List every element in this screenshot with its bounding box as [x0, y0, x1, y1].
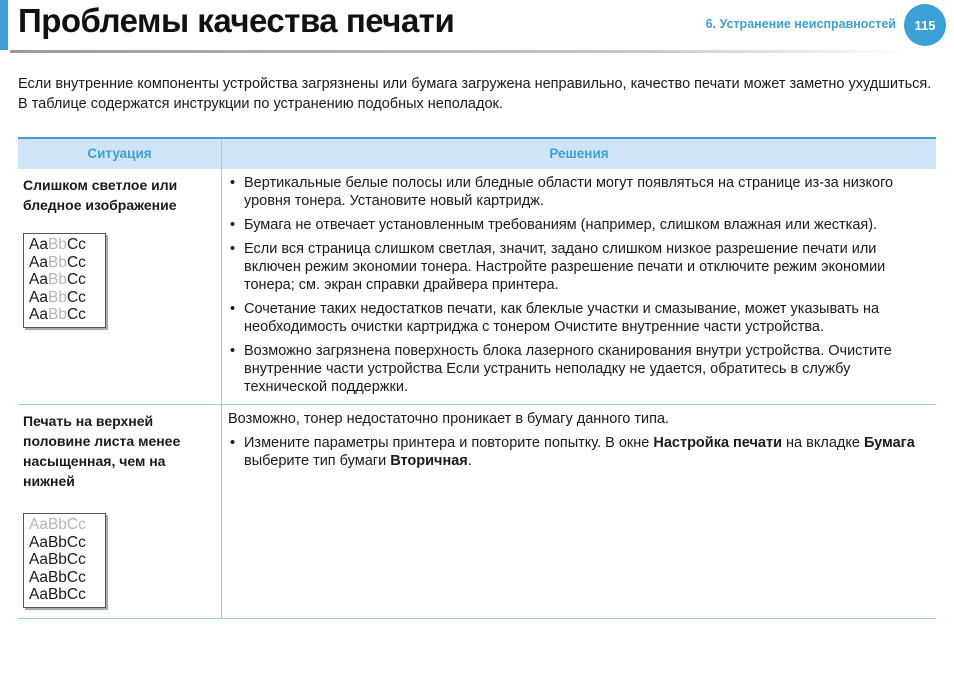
sample-line: AaBbCc	[29, 551, 86, 568]
situation-label: Слишком светлое или бледное изображение	[23, 177, 178, 213]
sample-line: AaBbCc	[29, 306, 86, 323]
list-item: • Сочетание таких недостатков печати, как блеклые участки и смазывание, может указывать на необходимость очистки картриджа с тонером Очистите внутренние части устройства.	[228, 300, 928, 336]
situation-cell	[18, 169, 222, 405]
sample-line: AaBbCc	[29, 533, 86, 551]
sample-line: AaBbCc	[29, 586, 86, 603]
list-item: • Если вся страница слишком светлая, значит, задано слишком низкое разрешение печати или включен режим экономии тонера. Настройте разрешение печати и отключите режим экономии тонера; см. экран справки драйвера принтера.	[228, 240, 928, 294]
list-item: • Измените параметры принтера и повторите попытку. В окне Настройка печати на вкладке Бумага выберите тип бумаги Вторичная.	[228, 434, 928, 470]
header-accent-bar	[0, 0, 8, 50]
solutions-cell	[222, 405, 937, 619]
solutions-cell	[222, 169, 937, 405]
paper-type-recycled: Вторичная	[390, 453, 468, 469]
troubleshooting-table	[18, 137, 936, 619]
table-row	[18, 169, 936, 405]
chapter-label[interactable]: 6. Устранение неисправностей	[705, 17, 896, 31]
solutions-list	[228, 434, 928, 470]
table-header-row	[18, 138, 936, 169]
tab-name-paper: Бумага	[863, 435, 915, 451]
sample-line: AaBbCc	[29, 568, 86, 586]
sample-line: AaBbCc	[29, 271, 86, 288]
uneven-print-sample-image	[23, 513, 106, 608]
list-item: • Возможно загрязнена поверхность блока лазерного сканирования внутри устройства. Очистите внутренние части устройства Если устранить неполадку не удается, обратитесь в службу технической поддержки.	[228, 342, 928, 396]
menu-name-print-settings: Настройка печати	[653, 435, 783, 451]
sample-line: AaBbCc	[29, 236, 86, 253]
table-row	[18, 405, 936, 619]
sample-line: AaBbCc	[29, 288, 86, 306]
header-divider	[10, 50, 910, 53]
sample-line: AaBbCc	[29, 253, 86, 271]
column-header-situation: Ситуация	[18, 138, 222, 169]
solutions-list	[228, 174, 928, 396]
solution-intro: Возможно, тонер недостаточно проникает в бумагу данного типа.	[228, 411, 670, 427]
faded-print-sample-image	[23, 233, 106, 328]
intro-paragraph: Если внутренние компоненты устройства загрязнены или бумага загружена неправильно, качество печати может заметно ухудшиться. В таблице содержатся инструкции по устранению подобных неполадок.	[18, 76, 932, 112]
list-item: • Бумага не отвечает установленным требованиям (например, слишком влажная или жесткая).	[228, 216, 928, 234]
page-number-badge: 115	[904, 4, 946, 46]
situation-label: Печать на верхней половине листа менее насыщенная, чем на нижней	[23, 413, 181, 489]
situation-cell	[18, 405, 222, 619]
list-item: • Вертикальные белые полосы или бледные области могут появляться на странице из-за низкого уровня тонера. Установите новый картридж.	[228, 174, 928, 210]
sample-line: AaBbCc	[29, 516, 86, 533]
page-title: Проблемы качества печати	[18, 2, 455, 39]
column-header-solutions: Решения	[222, 138, 937, 169]
